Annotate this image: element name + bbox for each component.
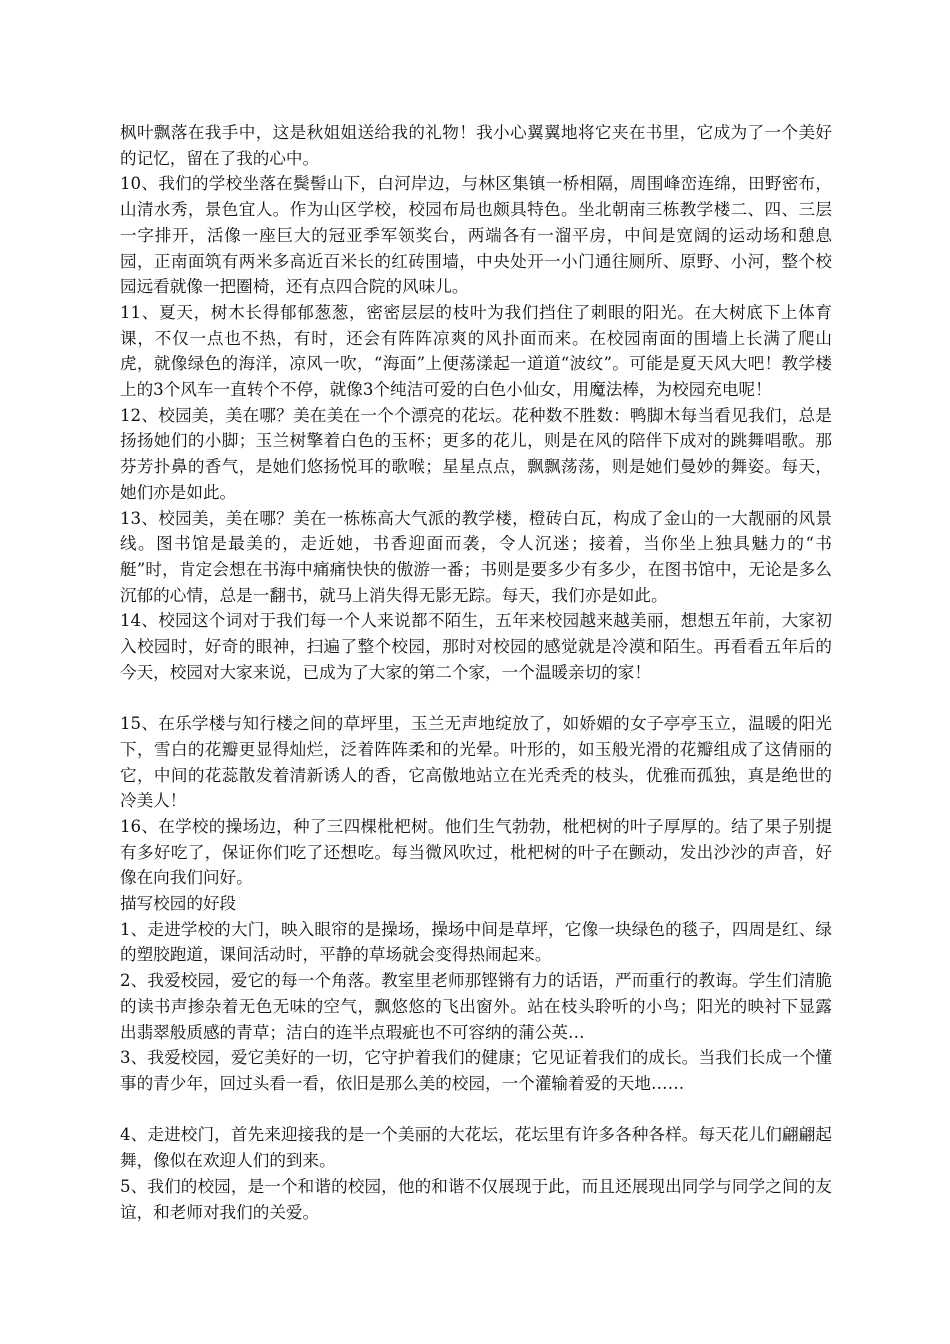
paragraph-10: 10、我们的学校坐落在鬓髻山下，白河岸边，与林区集镇一桥相隔，周围峰峦连绵，田野密布，山清水秀，景色宜人。作为山区学校，校园布局也颇具特色。坐北朝南三栋教学楼二、四、三层一字排开，活像一座巨大的冠亚季军领奖台，两端各有一溜平房，中间是宽阔的运动场和憩息园，正南面筑有两米多高近百米长的红砖围墙，中央处开一小门通往厕所、原野、小河，整个校园远看就像一把圈椅，还有点四合院的风味儿。 — [120, 174, 832, 297]
blank-line — [120, 1097, 832, 1123]
document-body — [120, 120, 832, 1225]
paragraph-2: 2、我爱校园，爱它的每一个角落。教室里老师那铿锵有力的话语，严而重行的教诲。学生们清脆的读书声掺杂着无色无味的空气，飘悠悠的飞出窗外。站在枝头聆听的小鸟；阳光的映衬下显露出翡翠般质感的青草；洁白的连半点瑕疵也不可容纳的蒲公英… — [120, 971, 832, 1042]
paragraph-maple-leaf: 枫叶飘落在我手中，这是秋姐姐送给我的礼物！我小心翼翼地将它夹在书里，它成为了一个美好的记忆，留在了我的心中。 — [120, 123, 832, 168]
section-heading: 描写校园的好段 — [120, 894, 237, 914]
paragraph-5: 5、我们的校园，是一个和谐的校园，他的和谐不仅展现于此，而且还展现出同学与同学之间的友谊，和老师对我们的关爱。 — [120, 1176, 832, 1222]
paragraph-1: 1、走进学校的大门，映入眼帘的是操场，操场中间是草坪，它像一块绿色的毯子，四周是红、绿的塑胶跑道，课间活动时，平静的草场就会变得热闹起来。 — [120, 919, 832, 965]
blank-line — [120, 685, 832, 711]
paragraph-4: 4、走进校门，首先来迎接我的是一个美丽的大花坛，花坛里有许多各种各样。每天花儿们翩翩起舞，像似在欢迎人们的到来。 — [120, 1125, 832, 1171]
paragraph-3: 3、我爱校园，爱它美好的一切，它守护着我们的健康；它见证着我们的成长。当我们长成一个懂事的青少年，回过头看一看，依旧是那么美的校园，一个灌输着爱的天地…… — [120, 1048, 832, 1093]
paragraph-14: 14、校园这个词对于我们每一个人来说都不陌生，五年来校园越来越美丽，想想五年前，大家初入校园时，好奇的眼神，扫遍了整个校园，那时对校园的感觉就是冷漠和陌生。再看看五年后的今天，校园对大家来说，已成为了大家的第二个家，一个温暖亲切的家！ — [120, 611, 832, 682]
paragraph-16: 16、在学校的操场边，种了三四棵枇杷树。他们生气勃勃，枇杷树的叶子厚厚的。结了果子别提有多好吃了，保证你们吃了还想吃。每当微风吹过，枇杷树的叶子在颤动，发出沙沙的声音，好像在向我们问好。 — [120, 816, 832, 888]
paragraph-13: 13、校园美，美在哪？美在一栋栋高大气派的教学楼，橙砖白瓦，构成了金山的一大靓丽的风景线。图书馆是最美的，走近她，书香迎面而袭，令人沉迷；接着，当你坐上独具魅力的“书艇”时，肯定会想在书海中痛痛快快的傲游一番；书则是要多少有多少，在图书馆中，无论是多么沉郁的心情，总是一翻书，就马上消失得无影无踪。每天，我们亦是如此。 — [120, 508, 832, 605]
paragraph-15: 15、在乐学楼与知行楼之间的草坪里，玉兰无声地绽放了，如娇媚的女子亭亭玉立，温暖的阳光下，雪白的花瓣更显得灿烂，泛着阵阵柔和的光晕。叶形的，如玉般光滑的花瓣组成了这倩丽的它，中间的花蕊散发着清新诱人的香，它高傲地站立在光秃秃的枝头，优雅而孤独，真是绝世的冷美人！ — [120, 714, 832, 811]
paragraph-12: 12、校园美，美在哪？美在美在一个个漂亮的花坛。花种数不胜数：鸭脚木每当看见我们，总是扬扬她们的小脚；玉兰树擎着白色的玉杯；更多的花儿，则是在风的陪伴下成对的跳舞唱歌。那芬芳扑鼻的香气，是她们悠扬悦耳的歌喉；星星点点，飘飘荡荡，则是她们曼妙的舞姿。每天，她们亦是如此。 — [120, 405, 832, 502]
paragraph-11: 11、夏天，树木长得郁郁葱葱，密密层层的枝叶为我们挡住了刺眼的阳光。在大树底下上体育课，不仅一点也不热，有时，还会有阵阵凉爽的风扑面而来。在校园南面的围墙上长满了爬山虎，就像绿色的海洋，凉风一吹，“海面”上便荡漾起一道道“波纹”。可能是夏天风大吧！教学楼上的3个风车一直转个不停，就像3个纯洁可爱的白色小仙女，用魔法棒，为校园充电呢！ — [120, 302, 832, 400]
